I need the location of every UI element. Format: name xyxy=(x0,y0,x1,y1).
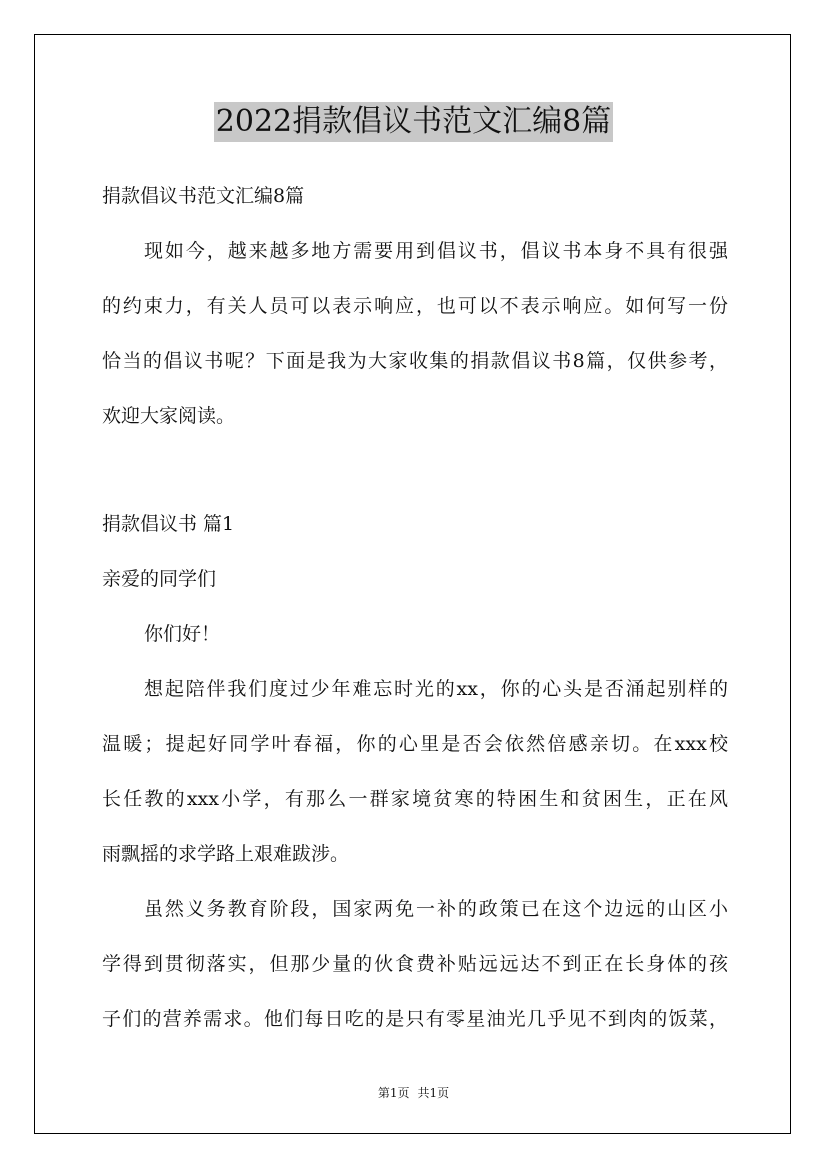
page-number-total: 共1页 xyxy=(417,1086,450,1100)
greeting: 你们好！ xyxy=(144,623,221,645)
paragraph-line: 长任教的xxx小学，有那么一群家境贫寒的特困生和贫困生，正在风 xyxy=(102,788,728,810)
page-number-current: 第1页 xyxy=(377,1086,410,1100)
intro-line: 恰当的倡议书呢？下面是我为大家收集的捐款倡议书8篇，仅供参考， xyxy=(102,350,728,372)
paragraph-line: 子们的营养需求。他们每日吃的是只有零星油光几乎见不到肉的饭菜， xyxy=(102,1008,728,1030)
page-footer xyxy=(0,1084,827,1101)
intro-line: 现如今，越来越多地方需要用到倡议书，倡议书本身不具有很强 xyxy=(144,240,728,262)
paragraph-line: 学得到贯彻落实，但那少量的伙食费补贴远远达不到正在长身体的孩 xyxy=(102,953,728,975)
paragraph-line: 想起陪伴我们度过少年难忘时光的xx，你的心头是否涌起别样的 xyxy=(144,678,728,700)
paragraph-1 xyxy=(102,671,728,872)
paragraph-line: 雨飘摇的求学路上艰难跋涉。 xyxy=(102,843,350,865)
intro-line: 的约束力，有关人员可以表示响应，也可以不表示响应。如何写一份 xyxy=(102,295,728,317)
intro-paragraph xyxy=(102,233,728,434)
paragraph-line: 温暖；提起好同学叶春福，你的心里是否会依然倍感亲切。在xxx校 xyxy=(102,733,728,755)
document-body xyxy=(102,178,728,1037)
paragraph-2 xyxy=(102,891,728,1037)
salutation: 亲爱的同学们 xyxy=(102,568,217,590)
paragraph-line: 虽然义务教育阶段，国家两免一补的政策已在这个边远的山区小 xyxy=(144,898,728,920)
section-heading: 捐款倡议书 篇1 xyxy=(102,513,235,535)
title-container xyxy=(0,102,827,142)
document-title: 2022捐款倡议书范文汇编8篇 xyxy=(214,102,613,142)
intro-line: 欢迎大家阅读。 xyxy=(102,405,236,427)
document-subtitle: 捐款倡议书范文汇编8篇 xyxy=(102,185,305,207)
